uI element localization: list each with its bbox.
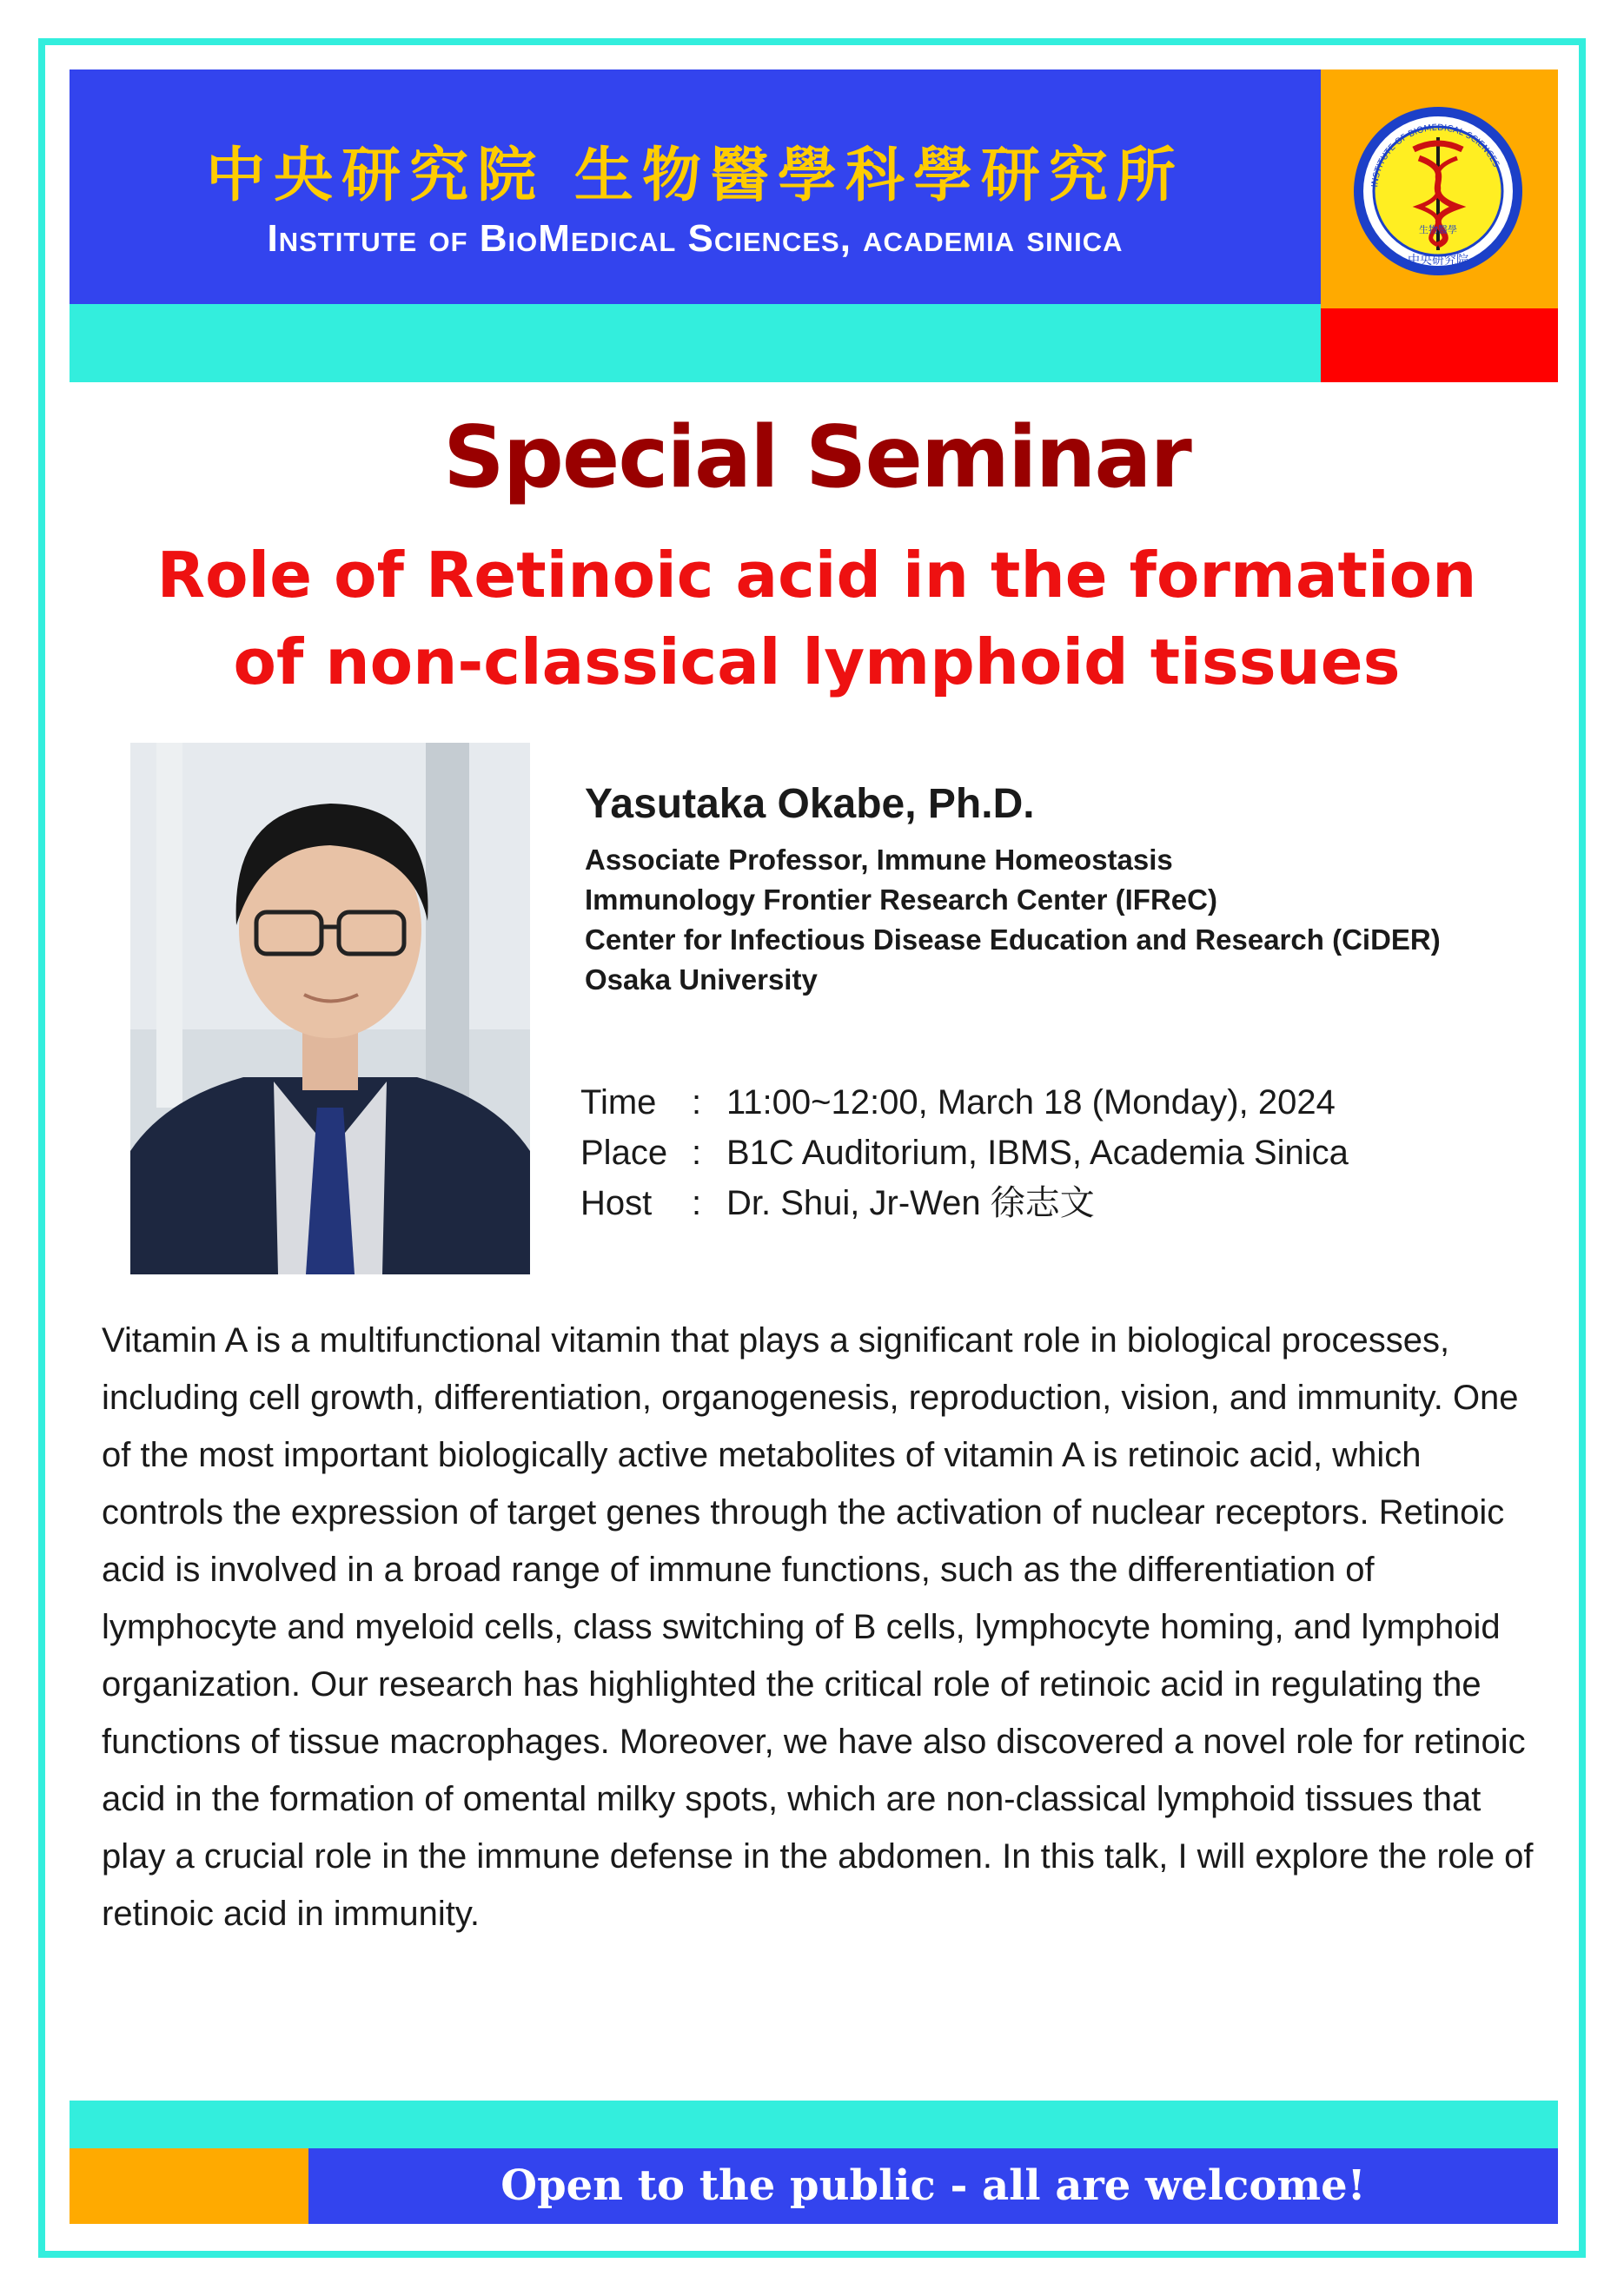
logo-center-text: 生物醫學 — [1419, 224, 1457, 235]
place-value: B1C Auditorium, IBMS, Academia Sinica — [726, 1134, 1349, 1172]
header-cyan-band — [70, 304, 1321, 382]
seminar-type-heading: Special Seminar — [443, 408, 1190, 507]
speaker-block — [585, 780, 1441, 1000]
place-separator: : — [692, 1134, 702, 1172]
speaker-affiliation: Immunology Frontier Research Center (IFReC) — [585, 883, 1217, 916]
speaker-portrait-photo — [130, 743, 530, 1274]
talk-title — [70, 532, 1564, 705]
speaker-name: Yasutaka Okabe, Ph.D. — [585, 781, 1035, 827]
header-red-block — [1321, 308, 1558, 382]
event-details — [580, 1077, 1349, 1228]
footer-welcome-text: Open to the public - all are welcome! — [500, 2161, 1366, 2210]
talk-title-line-1: Role of Retinoic acid in the formation — [156, 539, 1477, 612]
institute-chinese-name: 中央研究院 生物醫學科學研究所 — [206, 141, 1184, 210]
speaker-affiliation: Osaka University — [585, 963, 818, 996]
place-label: Place — [580, 1134, 668, 1172]
time-row — [580, 1077, 1349, 1128]
place-row — [580, 1128, 1349, 1178]
footer-orange-block — [70, 2148, 308, 2224]
talk-title-line-2: of non-classical lymphoid tissues — [233, 625, 1401, 698]
speaker-affiliation: Associate Professor, Immune Homeostasis — [585, 844, 1173, 876]
logo-bottom-text: 中央研究院 — [1408, 254, 1468, 268]
institute-english-name: Institute of BioMedical Sciences, academia sinica — [267, 217, 1124, 260]
speaker-affiliation: Center for Infectious Disease Education and Research (CiDER) — [585, 923, 1441, 956]
footer-cyan-band — [70, 2101, 1558, 2148]
logo-ring-text: INSTITUTE OF BIOMEDICAL SCIENCES — [1370, 122, 1501, 188]
abstract-paragraph: Vitamin A is a multifunctional vitamin that plays a significant role in biological processes, including cell growth, differentiation, organogenesis, reproduction, vision, and immunity. One of the most important biologically active metabolites of vitamin A is retinoic acid, which controls the expression of target genes through the activation of nuclear receptors. Retinoic acid is involved in a broad range of immune functions, such as the differentiation of lymphocyte and myeloid cells, class switching of B cells, lymphocyte homing, and lymphoid organization. Our research has highlighted the critical role of retinoic acid in regulating the functions of tissue macrophages. Moreover, we have also discovered a novel role for retinoic acid in the formation of omental milky spots, which are non-classical lymphoid tissues that play a crucial role in the immune defense in the abdomen. In this talk, I will explore the role of retinoic acid in immunity. — [102, 1321, 1534, 1933]
host-label: Host — [580, 1184, 653, 1222]
host-row — [580, 1178, 1349, 1228]
host-value: Dr. Shui, Jr-Wen 徐志文 — [726, 1184, 1095, 1222]
time-value: 11:00~12:00, March 18 (Monday), 2024 — [726, 1083, 1336, 1122]
time-separator: : — [692, 1083, 702, 1122]
ibms-caduceus-seal-icon — [1351, 104, 1525, 278]
host-separator: : — [692, 1184, 702, 1222]
time-label: Time — [580, 1083, 657, 1122]
